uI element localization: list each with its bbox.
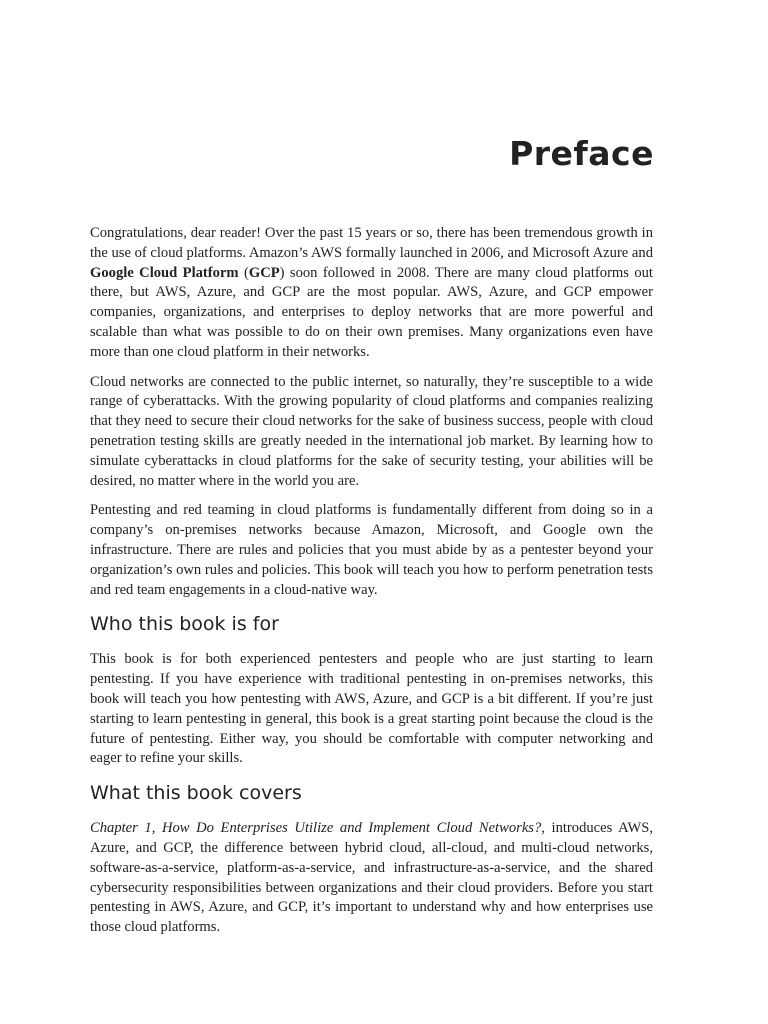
page-content [90,224,653,948]
intro-paragraph-1 [90,224,653,363]
intro-p1-text-a: Congratulations, dear reader! Over the past 15 years or so, there has been tremendous growth in the use of cloud platforms. Amazon’s AWS formally launched in 2006, and Microsoft Azure and [90,225,653,261]
intro-paragraph-3: Pentesting and red teaming in cloud platforms is fundamentally different from doing so in a company’s on-premises networks because Amazon, Microsoft, and Google own the infrastructure. There are rules and policies that you must abide by as a pentester beyond your organization’s own rules and policies. This book will teach you how to perform penetration tests and red team engagements in a cloud-native way. [90,502,653,598]
intro-p1-bold-gcp-name: Google Cloud Platform [90,264,239,281]
page-title: Preface [509,134,654,173]
who-paragraph-1: This book is for both experienced pentesters and people who are just starting to learn pentesting. If you have experience with traditional pentesting in on-premises networks, this book will teach you how pentesting with AWS, Azure, and GCP is a bit different. If you’re just starting to learn pentesting in general, this book is a great starting point because the cloud is the future of pentesting. Either way, you should be comfortable with computer networking and eager to refine your skills. [90,651,653,767]
chapter-1-text: , introduces AWS, Azure, and GCP, the difference between hybrid cloud, all-cloud, and multi-cloud networks, software-as-a-service, platform-as-a-service, and infrastructure-as-a-service, and the shared cybersecurity responsibilities between organizations and their cloud providers. Before you start pentesting in AWS, Azure, and GCP, it’s important to understand why and how enterprises use those cloud platforms. [90,820,653,936]
covers-section-heading: What this book covers [90,782,302,805]
chapter-1-title: Chapter 1, How Do Enterprises Utilize and Implement Cloud Networks? [90,820,542,837]
intro-p1-bold-gcp-abbr: GCP [248,264,280,281]
intro-paragraph-2: Cloud networks are connected to the public internet, so naturally, they’re susceptible to a wide range of cyberattacks. With the growing popularity of cloud platforms and companies realizing that they need to secure their cloud networks for the sake of business success, people with cloud penetration testing skills are greatly needed in the international job market. By learning how to simulate cyberattacks in cloud platforms for the sake of security testing, your abilities will be desired, no matter where in the world you are. [90,373,653,489]
intro-p1-text-c: ) soon followed in 2008. There are many cloud platforms out there, but AWS, Azure, and GCP are the most popular. AWS, Azure, and GCP empower companies, organizations, and enterprises to deploy networks that are more powerful and scalable than what was possible to do on their own premises. Many organizations even have more than one cloud platform in their networks. [90,264,653,360]
who-section-heading: Who this book is for [90,613,279,636]
intro-p1-text-b: ( [238,264,249,281]
chapter-1-description [90,819,653,938]
